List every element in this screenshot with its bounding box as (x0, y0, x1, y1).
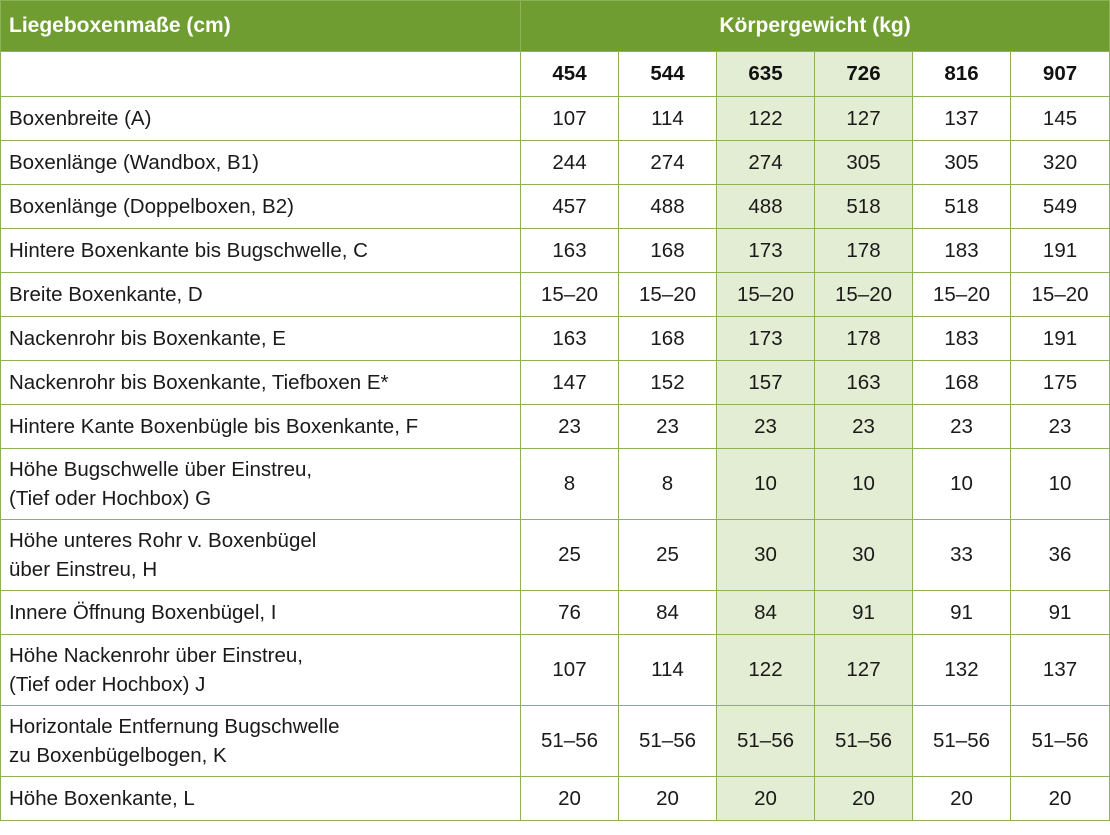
table-row (1, 141, 1110, 185)
value-cell: 20 (521, 777, 619, 821)
value-cell: 15–20 (619, 273, 717, 317)
row-label (1, 449, 521, 520)
value-cell: 15–20 (1011, 273, 1110, 317)
table-row (1, 777, 1110, 821)
value-cell: 145 (1011, 97, 1110, 141)
row-label (1, 229, 521, 273)
value-cell: 163 (815, 361, 913, 405)
weight-cell: 816 (913, 52, 1011, 97)
row-label (1, 635, 521, 706)
value-cell: 91 (1011, 591, 1110, 635)
value-cell: 10 (913, 449, 1011, 520)
value-cell: 20 (815, 777, 913, 821)
value-cell: 23 (913, 405, 1011, 449)
table-row (1, 591, 1110, 635)
value-cell: 20 (619, 777, 717, 821)
value-cell: 122 (717, 97, 815, 141)
value-cell: 91 (913, 591, 1011, 635)
value-cell: 30 (815, 520, 913, 591)
table-row (1, 449, 1110, 520)
value-cell: 84 (619, 591, 717, 635)
row-label (1, 706, 521, 777)
weight-cell: 544 (619, 52, 717, 97)
value-cell: 114 (619, 97, 717, 141)
value-cell: 274 (619, 141, 717, 185)
value-cell: 127 (815, 97, 913, 141)
value-cell: 457 (521, 185, 619, 229)
row-label (1, 97, 521, 141)
row-label-line: (Tief oder Hochbox) G (9, 487, 212, 510)
row-label-line: Boxenlänge (Wandbox, B1) (9, 151, 259, 174)
table-row (1, 185, 1110, 229)
row-label (1, 317, 521, 361)
value-cell: 23 (815, 405, 913, 449)
value-cell: 244 (521, 141, 619, 185)
value-cell: 25 (619, 520, 717, 591)
row-label-line: Nackenrohr bis Boxenkante, Tiefboxen E* (9, 371, 389, 394)
row-label-line: Breite Boxenkante, D (9, 283, 203, 306)
value-cell: 163 (521, 317, 619, 361)
value-cell: 30 (717, 520, 815, 591)
value-cell: 36 (1011, 520, 1110, 591)
value-cell: 518 (815, 185, 913, 229)
value-cell: 10 (1011, 449, 1110, 520)
value-cell: 8 (619, 449, 717, 520)
value-cell: 76 (521, 591, 619, 635)
value-cell: 15–20 (717, 273, 815, 317)
table-row (1, 273, 1110, 317)
value-cell: 127 (815, 635, 913, 706)
header-dimensions-label: Liegeboxenmaße (cm) (1, 1, 521, 52)
value-cell: 175 (1011, 361, 1110, 405)
value-cell: 10 (815, 449, 913, 520)
value-cell: 122 (717, 635, 815, 706)
weights-corner-cell (1, 52, 521, 97)
row-label-line: Innere Öffnung Boxenbügel, I (9, 601, 277, 624)
row-label-line: Boxenbreite (A) (9, 107, 152, 130)
row-label-line: Nackenrohr bis Boxenkante, E (9, 327, 286, 350)
row-label-line: Höhe Nackenrohr über Einstreu, (9, 644, 303, 667)
row-label (1, 185, 521, 229)
value-cell: 274 (717, 141, 815, 185)
row-label (1, 405, 521, 449)
value-cell: 157 (717, 361, 815, 405)
value-cell: 168 (619, 229, 717, 273)
row-label (1, 520, 521, 591)
value-cell: 147 (521, 361, 619, 405)
table-row (1, 706, 1110, 777)
weight-cell: 454 (521, 52, 619, 97)
value-cell: 518 (913, 185, 1011, 229)
value-cell: 23 (717, 405, 815, 449)
value-cell: 20 (717, 777, 815, 821)
value-cell: 173 (717, 229, 815, 273)
weight-cell: 907 (1011, 52, 1110, 97)
value-cell: 51–56 (717, 706, 815, 777)
value-cell: 137 (913, 97, 1011, 141)
row-label (1, 361, 521, 405)
table-row (1, 229, 1110, 273)
value-cell: 15–20 (521, 273, 619, 317)
value-cell: 191 (1011, 317, 1110, 361)
value-cell: 107 (521, 97, 619, 141)
value-cell: 33 (913, 520, 1011, 591)
value-cell: 51–56 (619, 706, 717, 777)
value-cell: 10 (717, 449, 815, 520)
value-cell: 51–56 (913, 706, 1011, 777)
value-cell: 114 (619, 635, 717, 706)
value-cell: 20 (913, 777, 1011, 821)
value-cell: 8 (521, 449, 619, 520)
value-cell: 305 (815, 141, 913, 185)
value-cell: 152 (619, 361, 717, 405)
value-cell: 305 (913, 141, 1011, 185)
row-label (1, 141, 521, 185)
row-label (1, 591, 521, 635)
value-cell: 23 (619, 405, 717, 449)
value-cell: 132 (913, 635, 1011, 706)
table-row (1, 520, 1110, 591)
value-cell: 25 (521, 520, 619, 591)
value-cell: 183 (913, 229, 1011, 273)
row-label-line: (Tief oder Hochbox) J (9, 673, 206, 696)
row-label-line: Boxenlänge (Doppelboxen, B2) (9, 195, 294, 218)
value-cell: 168 (913, 361, 1011, 405)
value-cell: 488 (619, 185, 717, 229)
table-row (1, 97, 1110, 141)
row-label-line: über Einstreu, H (9, 558, 158, 581)
weight-cell: 635 (717, 52, 815, 97)
value-cell: 15–20 (913, 273, 1011, 317)
row-label-line: zu Boxenbügelbogen, K (9, 744, 227, 767)
value-cell: 23 (1011, 405, 1110, 449)
weight-cell: 726 (815, 52, 913, 97)
value-cell: 23 (521, 405, 619, 449)
value-cell: 107 (521, 635, 619, 706)
value-cell: 51–56 (815, 706, 913, 777)
value-cell: 549 (1011, 185, 1110, 229)
value-cell: 168 (619, 317, 717, 361)
row-label-line: Horizontale Entfernung Bugschwelle (9, 715, 340, 738)
row-label-line: Höhe unteres Rohr v. Boxenbügel (9, 529, 317, 552)
row-label-line: Höhe Boxenkante, L (9, 787, 195, 810)
value-cell: 163 (521, 229, 619, 273)
table-row (1, 361, 1110, 405)
value-cell: 15–20 (815, 273, 913, 317)
table-row (1, 405, 1110, 449)
value-cell: 191 (1011, 229, 1110, 273)
value-cell: 178 (815, 229, 913, 273)
row-label-line: Hintere Kante Boxenbügle bis Boxenkante, F (9, 415, 419, 438)
value-cell: 91 (815, 591, 913, 635)
table-row (1, 317, 1110, 361)
value-cell: 137 (1011, 635, 1110, 706)
value-cell: 84 (717, 591, 815, 635)
value-cell: 51–56 (1011, 706, 1110, 777)
row-label (1, 777, 521, 821)
value-cell: 51–56 (521, 706, 619, 777)
row-label-line: Hintere Boxenkante bis Bugschwelle, C (9, 239, 368, 262)
value-cell: 488 (717, 185, 815, 229)
row-label-line: Höhe Bugschwelle über Einstreu, (9, 458, 313, 481)
table-row (1, 635, 1110, 706)
value-cell: 173 (717, 317, 815, 361)
value-cell: 20 (1011, 777, 1110, 821)
table-body (1, 97, 1110, 821)
value-cell: 183 (913, 317, 1011, 361)
header-body-weight-label: Körpergewicht (kg) (521, 1, 1110, 52)
header-row (1, 1, 1110, 52)
row-label (1, 273, 521, 317)
value-cell: 320 (1011, 141, 1110, 185)
value-cell: 178 (815, 317, 913, 361)
weights-row (1, 52, 1110, 97)
